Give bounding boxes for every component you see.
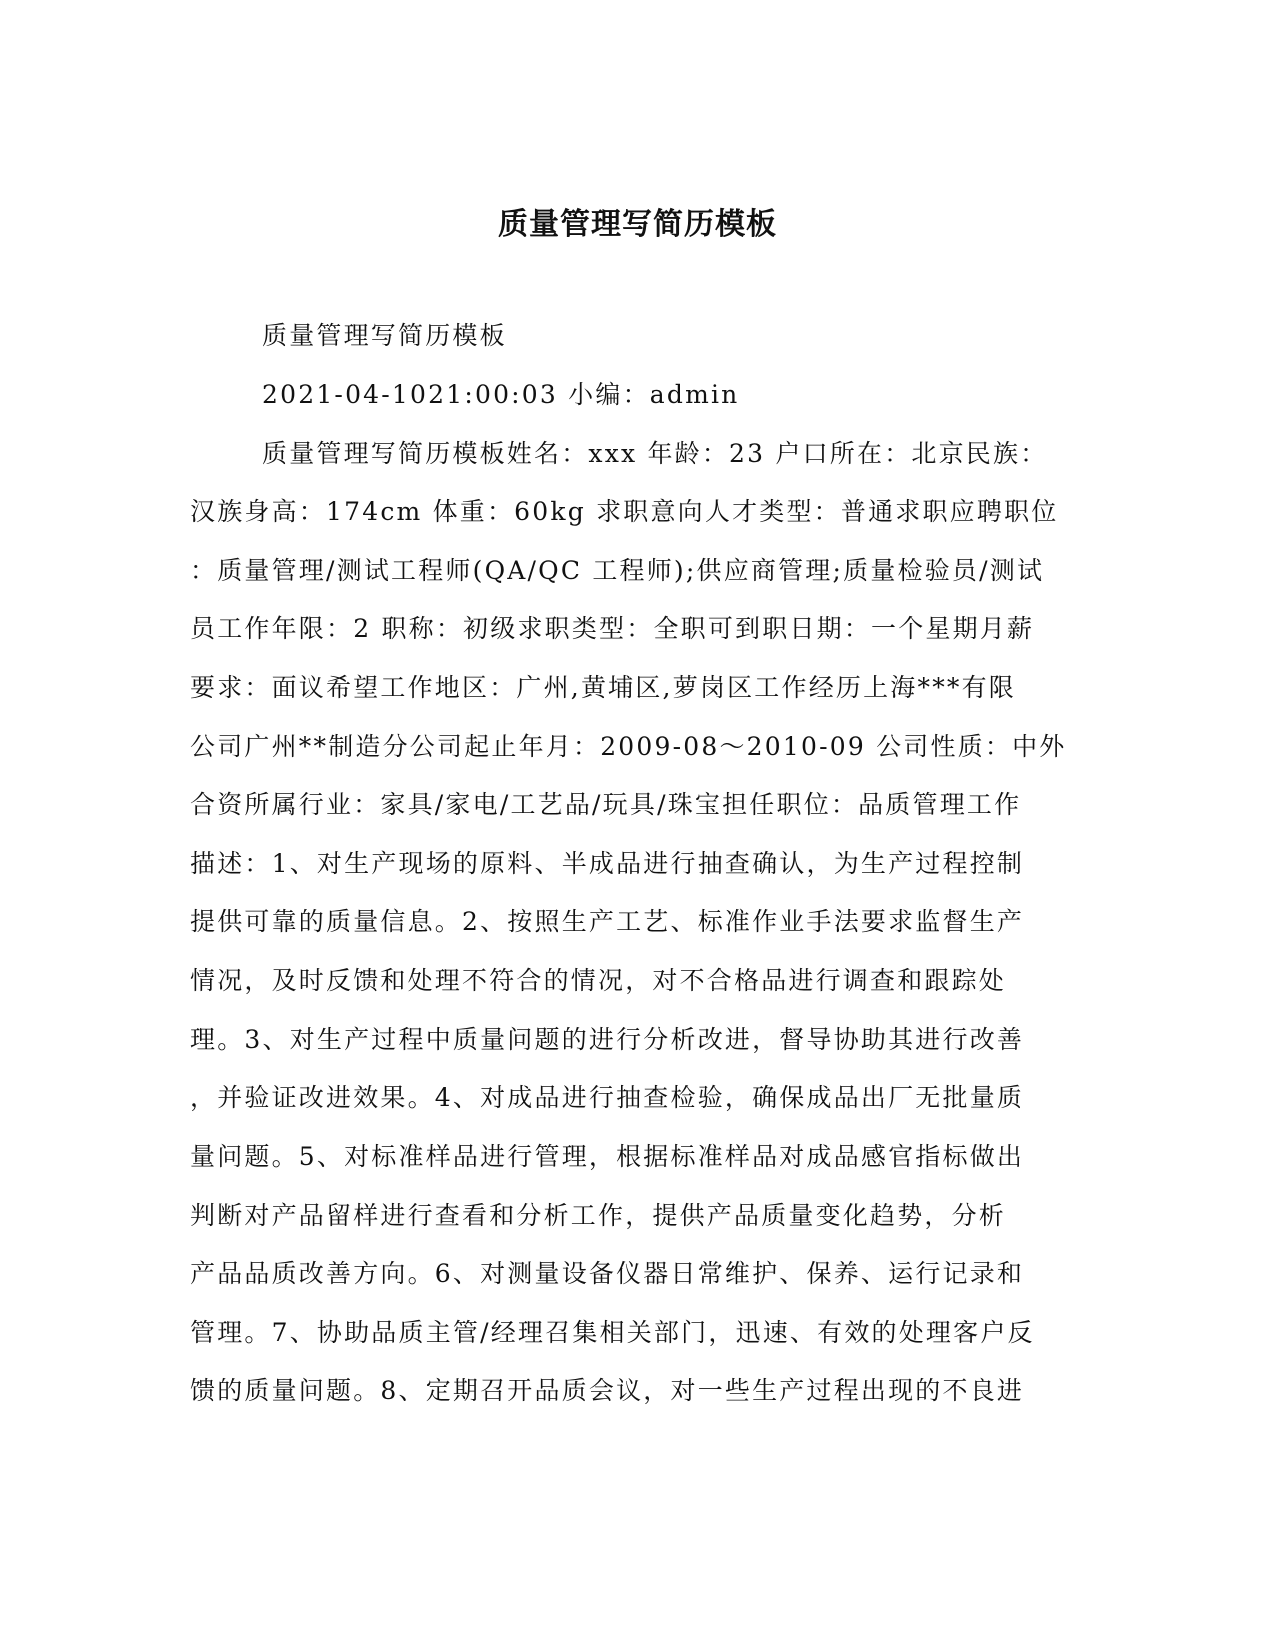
- body-line: 合资所属行业：家具/家电/工艺品/玩具/珠宝担任职位：品质管理工作: [190, 790, 1022, 819]
- body-line: ：质量管理/测试工程师(QA/QC 工程师);供应商管理;质量检验员/测试: [190, 556, 1045, 585]
- document-subtitle: 质量管理写简历模板: [262, 321, 507, 350]
- document-meta: 2021-04-1021:00:03 小编：admin: [262, 380, 740, 409]
- body-line: 要求：面议希望工作地区：广州,黄埔区,萝岗区工作经历上海***有限: [190, 673, 1016, 702]
- body-line: 公司广州**制造分公司起止年月：2009-08～2010-09 公司性质：中外: [190, 732, 1067, 761]
- body-line: 描述：1、对生产现场的原料、半成品进行抽查确认，为生产过程控制: [190, 849, 1025, 878]
- body-line: 判断对产品留样进行查看和分析工作，提供产品质量变化趋势，分析: [190, 1201, 1007, 1230]
- body-line: 情况，及时反馈和处理不符合的情况，对不合格品进行调查和跟踪处: [190, 966, 1007, 995]
- document-title: 质量管理写简历模板: [498, 207, 777, 242]
- body-line: 馈的质量问题。8、定期召开品质会议，对一些生产过程出现的不良进: [190, 1376, 1025, 1405]
- body-line: 管理。7、协助品质主管/经理召集相关部门，迅速、有效的处理客户反: [190, 1318, 1035, 1347]
- body-line: 提供可靠的质量信息。2、按照生产工艺、标准作业手法要求监督生产: [190, 907, 1025, 936]
- body-line: ，并验证改进效果。4、对成品进行抽查检验，确保成品出厂无批量质: [190, 1083, 1025, 1112]
- body-line: 理。3、对生产过程中质量问题的进行分析改进，督导协助其进行改善: [190, 1025, 1025, 1054]
- body-line: 员工作年限：2 职称：初级求职类型：全职可到职日期：一个星期月薪: [190, 614, 1035, 643]
- body-line: 汉族身高：174cm 体重：60kg 求职意向人才类型：普通求职应聘职位: [190, 497, 1059, 526]
- body-line: 产品品质改善方向。6、对测量设备仪器日常维护、保养、运行记录和: [190, 1259, 1025, 1288]
- body-line: 质量管理写简历模板姓名：xxx 年龄：23 户口所在：北京民族：: [262, 439, 1048, 468]
- body-line: 量问题。5、对标准样品进行管理，根据标准样品对成品感官指标做出: [190, 1142, 1025, 1171]
